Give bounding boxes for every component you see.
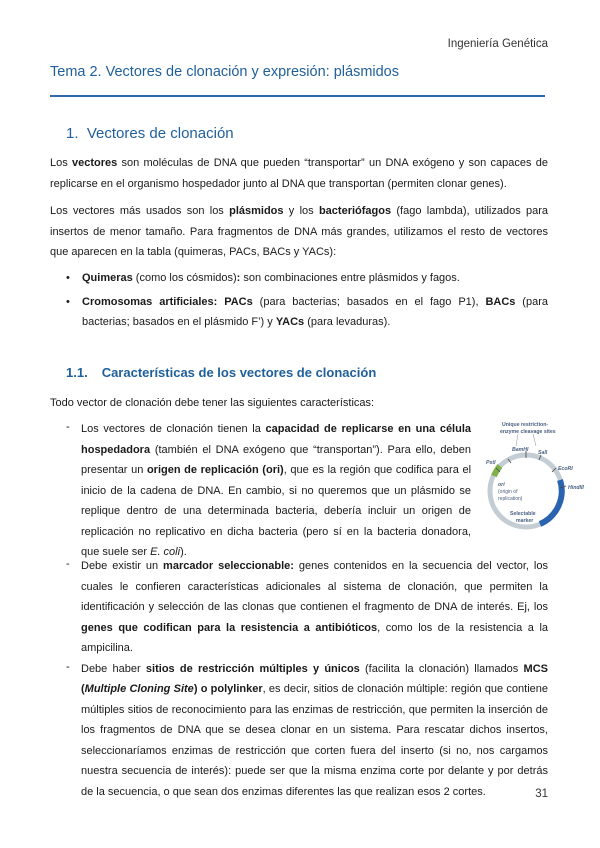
site-label-ecori: EcoRI <box>558 466 573 472</box>
marker-label-line2: marker <box>516 518 534 524</box>
section-heading <box>66 125 234 142</box>
dash-marker: - <box>66 660 70 673</box>
list-item <box>66 419 471 563</box>
bold-term: BACs <box>485 295 516 308</box>
dash-marker: - <box>66 421 70 433</box>
subsection-title: Características de los vectores de clonación <box>101 365 377 380</box>
dash-marker: - <box>66 558 70 570</box>
header-course-name: Ingeniería Genética <box>447 38 548 50</box>
text: ). <box>180 546 187 558</box>
dash-list-rest <box>66 556 548 802</box>
text: son moléculas de DNA que pueden “transportar” un DNA exógeno y son capaces de replicarse en el organismo hospedador junto al DNA que transportan (permiten clonar genes). <box>50 157 548 190</box>
bold-term: ( <box>81 683 85 695</box>
bold-term: vectores <box>72 157 118 169</box>
text: , como los de la resistencia a la ampicilina. <box>81 621 549 654</box>
ori-label-line2: (origin of <box>498 489 518 495</box>
bold-term: marcador seleccionable: <box>163 560 294 572</box>
text: , es decir, sitios de clonación múltiple: región que contiene múltiples sitios de reconocimiento para las enzimas de restricción, que permiten la inserción de los fragmentos de DNA que se desea clonar en un sistema. Para rescatar dichos insertos, seleccionaríamos enzimas de restricción que corten fuera del inserto (si no, nos cargamos nuestra secuencia de interés): puede ser que la misma enzima corte por delante y por detrás de la secuencia, o que sean dos enzimas diferentes las que realizan esos 2 cortes. <box>81 683 548 798</box>
document-title: Tema 2. Vectores de clonación y expresión: plásmidos <box>50 64 399 80</box>
text: (para bacterias; basados en el plásmido F’) y <box>82 295 548 328</box>
bullet-item <box>64 292 548 333</box>
ori-label-line3: replication) <box>498 496 523 502</box>
text: (para bacterias; basados en el fago P1), <box>252 295 486 308</box>
bullet-dot: • <box>66 295 70 308</box>
text: Los vectores más usados son los <box>50 205 230 217</box>
subsection-number: 1.1. <box>66 365 88 380</box>
paragraph-vectores <box>50 153 548 194</box>
bold-term: sitios de restricción múltiples y únicos <box>145 662 360 675</box>
callout-line <box>516 434 518 446</box>
site-label-bamhi: BamHI <box>512 447 529 453</box>
subsection-heading <box>66 365 376 380</box>
figure-title-line2: enzyme cleavage sites <box>500 429 556 435</box>
text: (como los cósmidos) <box>132 272 237 284</box>
marker-segment <box>540 480 562 524</box>
site-label-psti: PstI <box>486 460 496 466</box>
text: Los vectores de clonación tienen la <box>81 423 266 435</box>
italic-term: Multiple Cloning Site <box>84 683 194 695</box>
marker-label: Selectable <box>510 511 536 517</box>
text: Los <box>50 157 72 169</box>
bold-term: ) o polylinker <box>193 683 263 695</box>
bold-term: plásmidos <box>229 205 284 217</box>
bold-term: capacidad de replicarse en una célula hospedadora <box>81 423 472 456</box>
callout-line <box>533 434 536 446</box>
bold-term: genes que codifican para la resistencia a antibióticos <box>81 621 378 634</box>
text: (para levaduras). <box>304 316 391 328</box>
text: (fago lambda), utilizados para insertos de menor tamaño. Para fragmentos de DNA más grandes, utilizamos el resto de vectores que aparecen en la tabla (quimeras, PACs, BACs y YACs): <box>50 205 548 258</box>
text: , que es la región que codifica para el inicio de la cadena de DNA. En cambio, si no queremos que un plásmido se replique dentro de una determinada bacteria, debería incluir un origen de replicación no replicativo en dicha bacteria (pero sí en la bacteria donadora, que suele ser <box>81 464 472 558</box>
text: genes contenidos en la secuencia del vector, los cuales le confieren características adicionales al sistema de clonación, que permiten la identificación y selección de las clonas que contienen el fragmento de DNA de interés. Ej, los <box>81 560 548 613</box>
title-underline <box>50 95 545 97</box>
bold-term: Cromosomas artificiales: PACs <box>82 295 253 308</box>
bold-term: bacteriófagos <box>318 205 392 217</box>
bold-term: MCS <box>523 662 548 675</box>
list-item <box>66 659 548 803</box>
bold-term: Quimeras <box>82 272 133 284</box>
list-item <box>66 556 548 659</box>
bullet-dot: • <box>66 272 70 284</box>
text: son combinaciones entre plásmidos y fagos. <box>240 272 460 284</box>
bullet-list <box>64 268 548 336</box>
dash-list-first <box>66 419 471 563</box>
ori-label: ori <box>498 482 505 488</box>
text: (facilita la clonación) llamados <box>359 662 524 675</box>
site-label-hindiii: HindIII <box>568 485 584 491</box>
text: Debe haber <box>81 662 146 675</box>
text: Debe existir un <box>81 560 164 572</box>
plasmid-diagram <box>478 418 598 548</box>
bold-term: origen de replicación (ori) <box>146 464 284 476</box>
italic-term: E. coli <box>150 546 181 558</box>
bold-term: : <box>236 272 241 284</box>
text: (también el DNA exógeno que “transportan”). Para ello, deben presentar un <box>81 443 471 476</box>
bullet-item <box>64 268 548 289</box>
section-number: 1. <box>66 125 79 142</box>
site-label-sali: SalI <box>538 450 548 456</box>
page-number: 31 <box>535 788 548 800</box>
section-title: Vectores de clonación <box>86 125 234 142</box>
bold-term: YACs <box>275 316 305 328</box>
figure-title-line1: Unique restriction- <box>502 422 549 428</box>
paragraph-intro: Todo vector de clonación debe tener las siguientes características: <box>50 397 375 409</box>
paragraph-vectores-usados <box>50 201 548 263</box>
text: y los <box>283 205 319 217</box>
